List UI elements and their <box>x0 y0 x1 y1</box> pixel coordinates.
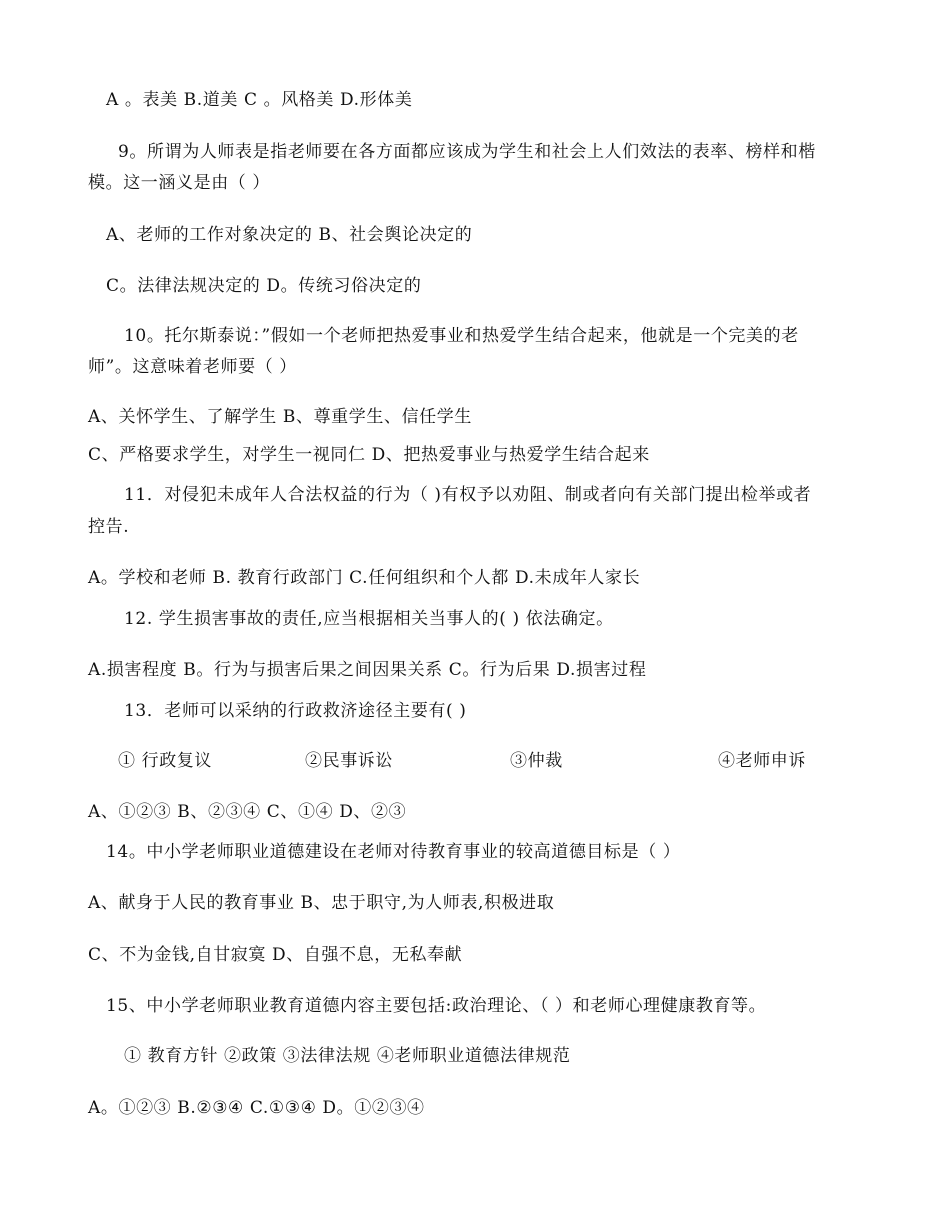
q10-options-cd: C、严格要求学生，对学生一视同仁 D、把热爱事业与热爱学生结合起来 <box>88 445 650 465</box>
q11-options: A。学校和老师 B. 教育行政部门 C.任何组织和个人都 D.未成年人家长 <box>88 568 641 588</box>
q15-options: A。①②③ B.②③④ C.①③④ D。①②③④ <box>88 1098 425 1118</box>
q10-options-ab: A、关怀学生、了解学生 B、尊重学生、信任学生 <box>88 407 472 427</box>
q12-options: A.损害程度 B。行为与损害后果之间因果关系 C。行为后果 D.损害过程 <box>88 660 647 680</box>
q11-text-line2: 控告. <box>88 517 130 537</box>
q13-item-2: ②民事诉讼 <box>305 751 393 771</box>
q13-item-1: ① 行政复议 <box>118 751 213 771</box>
q15-items: ① 教育方针 ②政策 ③法律法规 ④老师职业道德法律规范 <box>124 1046 571 1066</box>
q8-options: A 。表美 B.道美 C 。风格美 D.形体美 <box>106 90 413 110</box>
q9-text-line1: 9。所谓为人师表是指老师要在各方面都应该成为学生和社会上人们效法的表率、榜样和楷 <box>118 142 816 162</box>
q11-text-line1: 11．对侵犯未成年人合法权益的行为（ )有权予以劝阻、制或者向有关部门提出检举或者 <box>124 485 812 505</box>
q14-options-cd: C、不为金钱,自甘寂寞 D、自强不息，无私奉献 <box>88 945 463 965</box>
q9-text-line2: 模。这一涵义是由（ ） <box>88 173 271 193</box>
q13-item-3: ③仲裁 <box>510 751 563 771</box>
q13-items-row <box>0 748 950 774</box>
q14-text: 14。中小学老师职业道德建设在老师对待教育事业的较高道德目标是（ ） <box>106 842 681 862</box>
q10-text-line1: 10。托尔斯泰说：”假如一个老师把热爱事业和热爱学生结合起来，他就是一个完美的老 <box>124 326 799 346</box>
q15-text: 15、中小学老师职业教育道德内容主要包括:政治理论、（ ）和老师心理健康教育等。 <box>106 996 767 1016</box>
q13-text: 13．老师可以采纳的行政救济途径主要有( ) <box>124 701 467 721</box>
q9-options-cd: C。法律法规决定的 D。传统习俗决定的 <box>106 276 422 296</box>
q12-text: 12. 学生损害事故的责任,应当根据相关当事人的( ) 依法确定。 <box>124 609 614 629</box>
q13-options: A、①②③ B、②③④ C、①④ D、②③ <box>88 802 407 822</box>
q14-options-ab: A、献身于人民的教育事业 B、忠于职守,为人师表,积极进取 <box>88 893 555 913</box>
q9-options-ab: A、老师的工作对象决定的 B、社会舆论决定的 <box>106 225 473 245</box>
q13-item-4: ④老师申诉 <box>718 751 806 771</box>
q10-text-line2: 师”。这意味着老师要（ ） <box>88 357 297 377</box>
